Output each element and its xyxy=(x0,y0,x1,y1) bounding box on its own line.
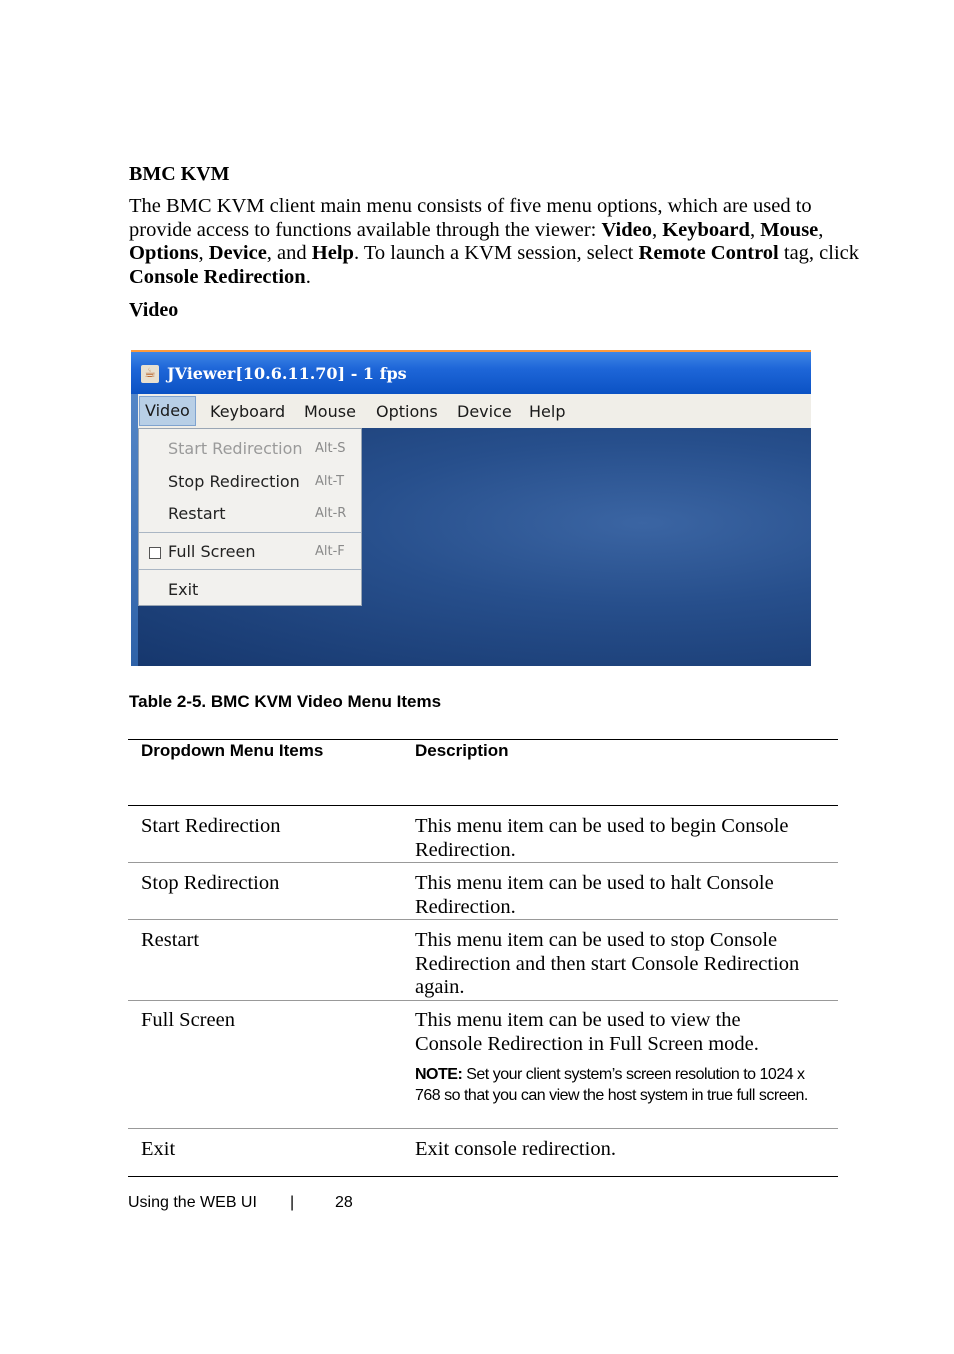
row-divider xyxy=(128,862,838,863)
row-5-desc: Exit console redirection. xyxy=(415,1138,616,1160)
window-border xyxy=(131,350,138,666)
checkbox-icon[interactable] xyxy=(149,547,161,559)
dropdown-start-redirection[interactable]: Start Redirection Alt-S xyxy=(168,439,346,458)
jviewer-screenshot xyxy=(131,350,811,666)
dropdown-restart[interactable]: Restart Alt-R xyxy=(168,504,347,523)
menu-device[interactable]: Device xyxy=(457,402,512,421)
java-icon: ☕ xyxy=(141,365,159,383)
dropdown-full-screen[interactable]: Full Screen Alt-F xyxy=(139,536,361,566)
footer-section: Using the WEB UI xyxy=(128,1194,257,1211)
table-top-rule xyxy=(128,739,838,740)
row-2-item: Stop Redirection xyxy=(141,872,280,894)
menu-video[interactable]: Video xyxy=(139,396,196,426)
dropdown-separator xyxy=(139,569,361,570)
window-titlebar xyxy=(131,350,811,394)
row-4-desc: This menu item can be used to view the Console Redirection in Full Screen mode. xyxy=(415,1009,759,1055)
footer-separator: | xyxy=(290,1194,295,1211)
row-2-desc: This menu item can be used to halt Console Redirection. xyxy=(415,872,774,918)
row-3-item: Restart xyxy=(141,929,200,951)
table-caption: Table 2-5. BMC KVM Video Menu Items xyxy=(129,692,442,711)
dropdown-stop-redirection[interactable]: Stop Redirection Alt-T xyxy=(168,472,345,491)
row-1-item: Start Redirection xyxy=(141,815,281,837)
row-divider xyxy=(128,1000,838,1001)
window-title: JViewer[10.6.11.70] - 1 fps xyxy=(167,364,407,383)
row-1-desc: This menu item can be used to begin Console Redirection. xyxy=(415,815,789,861)
dropdown-separator xyxy=(139,532,361,533)
table-bottom-rule xyxy=(128,1176,838,1177)
menu-options[interactable]: Options xyxy=(376,402,438,421)
row-4-item: Full Screen xyxy=(141,1009,235,1031)
intro-paragraph: The BMC KVM client main menu consists of five menu options, which are used to provide access to functions available through the viewer: Video, Keyboard, Mouse, Options, Device, and Help. To launch a KVM session, select Remote Control tag, click Console Redirection. xyxy=(129,195,860,288)
footer-page-number: 28 xyxy=(335,1194,353,1211)
header-menu-items: Dropdown Menu Items xyxy=(141,741,324,760)
menu-help[interactable]: Help xyxy=(529,402,566,421)
section-heading: BMC KVM xyxy=(129,163,230,185)
dropdown-exit[interactable]: Exit xyxy=(168,580,199,599)
menu-mouse[interactable]: Mouse xyxy=(304,402,356,421)
table-header-rule xyxy=(128,805,838,806)
row-divider xyxy=(128,919,838,920)
full-screen-note: NOTE: Set your client system’s screen resolution to 1024 x 768 so that you can view the host system in true full screen. xyxy=(415,1066,808,1104)
video-dropdown xyxy=(138,428,362,606)
menu-bar xyxy=(138,394,811,428)
row-5-item: Exit xyxy=(141,1138,176,1160)
video-subheading: Video xyxy=(129,299,179,321)
menu-keyboard[interactable]: Keyboard xyxy=(210,402,286,421)
row-3-desc: This menu item can be used to stop Console Redirection and then start Console Redirection again. xyxy=(415,929,800,999)
header-description: Description xyxy=(415,741,509,760)
row-divider xyxy=(128,1128,838,1129)
